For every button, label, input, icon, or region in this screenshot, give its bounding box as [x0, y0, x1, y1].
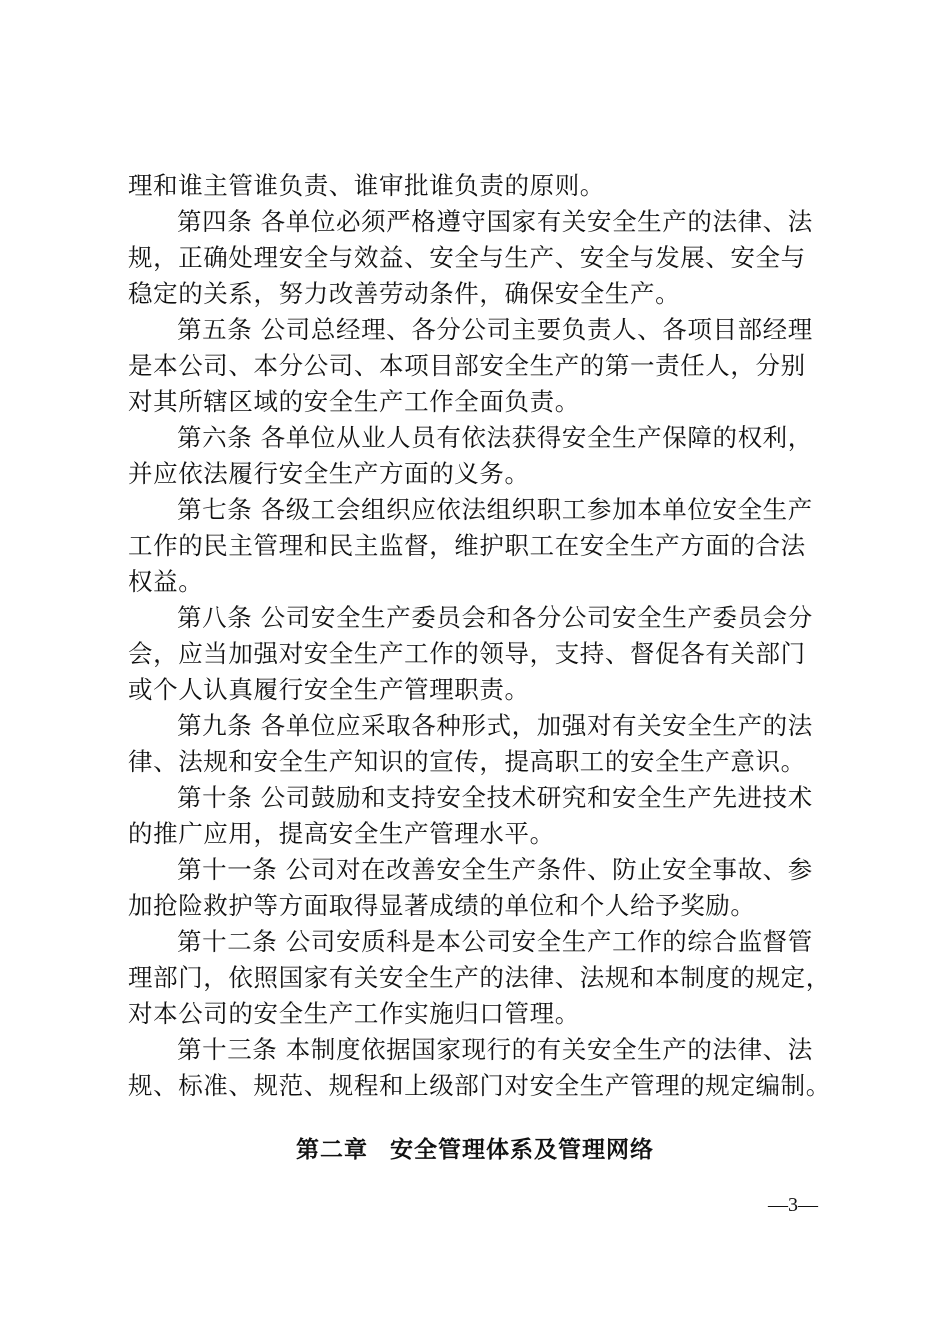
- article-6-line: 第六条 各单位从业人员有依法获得安全生产保障的权利，: [177, 423, 813, 452]
- text-line: 加抢险救护等方面取得显著成绩的单位和个人给予奖励。: [128, 891, 756, 920]
- text-line: 规、标准、规范、规程和上级部门对安全生产管理的规定编制。: [128, 1071, 831, 1100]
- text-line: 规，正确处理安全与效益、安全与生产、安全与发展、安全与: [128, 243, 806, 272]
- article-12-line: 第十二条 公司安质科是本公司安全生产工作的综合监督管: [177, 927, 813, 956]
- text-line: 或个人认真履行安全生产管理职责。: [128, 675, 530, 704]
- chapter-title-text: 安全管理体系及管理网络: [390, 1137, 654, 1163]
- text-line: 工作的民主管理和民主监督，维护职工在安全生产方面的合法: [128, 531, 806, 560]
- text-line: 对本公司的安全生产工作实施归口管理。: [128, 999, 580, 1028]
- chapter-number: 第二章: [296, 1137, 368, 1163]
- text-line: 权益。: [128, 567, 204, 596]
- text-line: 理部门，依照国家有关安全生产的法律、法规和本制度的规定，: [128, 963, 831, 992]
- article-4-line: 第四条 各单位必须严格遵守国家有关安全生产的法律、法: [177, 207, 813, 236]
- article-10-line: 第十条 公司鼓励和支持安全技术研究和安全生产先进技术: [177, 783, 813, 812]
- article-5-line: 第五条 公司总经理、各分公司主要负责人、各项目部经理: [177, 315, 813, 344]
- text-line: 并应依法履行安全生产方面的义务。: [128, 459, 530, 488]
- article-13-line: 第十三条 本制度依据国家现行的有关安全生产的法律、法: [177, 1035, 813, 1064]
- text-line: 会，应当加强对安全生产工作的领导，支持、督促各有关部门: [128, 639, 806, 668]
- article-11-line: 第十一条 公司对在改善安全生产条件、防止安全事故、参: [177, 855, 813, 884]
- article-8-line: 第八条 公司安全生产委员会和各分公司安全生产委员会分: [177, 603, 813, 632]
- text-line: 稳定的关系，努力改善劳动条件，确保安全生产。: [128, 279, 681, 308]
- text-line: 是本公司、本分公司、本项目部安全生产的第一责任人，分别: [128, 351, 806, 380]
- text-line: 的推广应用，提高安全生产管理水平。: [128, 819, 555, 848]
- text-line: 理和谁主管谁负责、谁审批谁负责的原则。: [128, 171, 605, 200]
- article-9-line: 第九条 各单位应采取各种形式，加强对有关安全生产的法: [177, 711, 813, 740]
- page-number: —3—: [768, 1194, 818, 1216]
- text-line: 对其所辖区域的安全生产工作全面负责。: [128, 387, 580, 416]
- text-line: 律、法规和安全生产知识的宣传，提高职工的安全生产意识。: [128, 747, 806, 776]
- article-7-line: 第七条 各级工会组织应依法组织职工参加本单位安全生产: [177, 495, 813, 524]
- body-text: [128, 168, 831, 1104]
- chapter-heading: [0, 1134, 950, 1166]
